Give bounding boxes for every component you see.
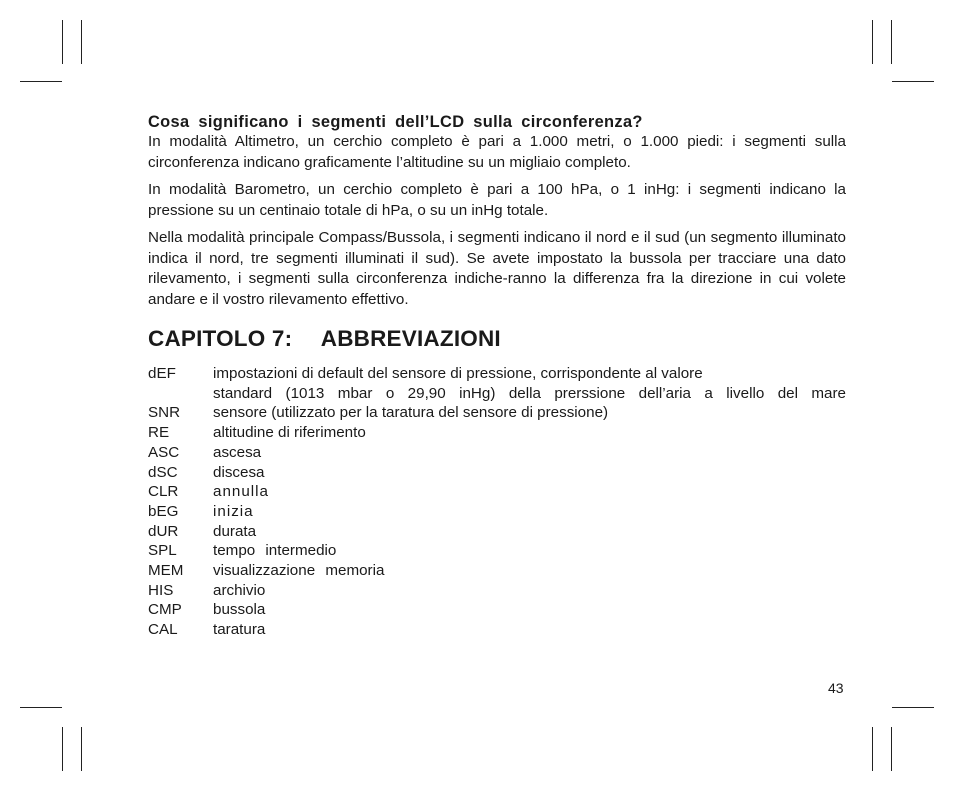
abbreviation-row xyxy=(148,364,846,403)
abbreviation-definition: sensore (utilizzato per la taratura del sensore di pressione) xyxy=(213,404,609,422)
paragraph-barometer: In modalità Barometro, un cerchio completo è pari a 100 hPa, o 1 inHg: i segmenti indicano la pressione su un centinaio totale di hPa, o su un inHg totale. xyxy=(148,181,846,219)
abbreviation-definition: inizia xyxy=(213,502,254,520)
abbreviation-row xyxy=(148,403,846,423)
abbreviation-definition: discesa xyxy=(213,463,265,481)
abbreviation-code: dSC xyxy=(148,463,178,481)
abbreviation-row xyxy=(148,482,846,502)
crop-mark xyxy=(891,727,892,771)
abbreviation-row xyxy=(148,561,846,581)
abbreviation-code: bEG xyxy=(148,502,179,520)
abbreviation-code: CAL xyxy=(148,621,178,639)
abbreviation-code: RE xyxy=(148,424,170,442)
paragraph-compass: Nella modalità principale Compass/Bussola, i segmenti indicano il nord e il sud (un segmento illuminato indica il nord, tre segmenti illuminati il sud). Se avete impostato la bussola per tracciare una dato rilevamento, i segmenti sulla circonferenza indiche-ranno la differenza fra la direzione in cui volete andare e il vostro rilevamento effettivo. xyxy=(148,229,846,308)
abbreviation-row xyxy=(148,443,846,463)
abbreviation-definition xyxy=(213,364,846,403)
section-question: Cosa significano i segmenti dell’LCD sulla circonferenza? xyxy=(148,113,643,131)
abbreviation-code: SNR xyxy=(148,404,181,422)
abbreviation-code: dUR xyxy=(148,522,179,540)
crop-mark xyxy=(872,727,873,771)
abbreviation-row xyxy=(148,423,846,443)
page-number: 43 xyxy=(828,680,844,696)
abbreviation-code: CMP xyxy=(148,601,182,619)
abbreviation-row xyxy=(148,600,846,620)
crop-mark xyxy=(81,20,82,64)
abbreviation-definition: altitudine di riferimento xyxy=(213,424,366,442)
chapter-number: CAPITOLO 7: xyxy=(148,326,293,351)
abbreviation-code: dEF xyxy=(148,365,176,382)
crop-mark xyxy=(20,81,62,82)
abbreviations-list xyxy=(148,364,846,640)
abbreviation-code: ASC xyxy=(148,443,180,461)
abbreviation-definition: taratura xyxy=(213,621,266,639)
abbreviation-row xyxy=(148,620,846,640)
abbreviation-code: SPL xyxy=(148,542,177,560)
abbreviation-row xyxy=(148,502,846,522)
crop-mark xyxy=(62,727,63,771)
abbreviation-code: CLR xyxy=(148,483,179,501)
abbreviation-row xyxy=(148,463,846,483)
lcd-segments-section xyxy=(148,112,846,317)
definition-line: standard (1013 mbar o 29,90 inHg) della prerssione dell’aria a livello del mare xyxy=(213,384,846,402)
chapter-heading xyxy=(148,326,501,352)
crop-mark xyxy=(891,20,892,64)
crop-mark xyxy=(81,727,82,771)
abbreviation-definition: archivio xyxy=(213,581,266,599)
crop-mark xyxy=(892,81,934,82)
abbreviation-definition: bussola xyxy=(213,601,266,619)
chapter-title: ABBREVIAZIONI xyxy=(320,326,501,351)
abbreviation-row xyxy=(148,541,846,561)
abbreviation-code: HIS xyxy=(148,581,174,599)
definition-line: impostazioni di default del sensore di pressione, corrispondente al valore xyxy=(213,365,703,382)
paragraph-altimeter: In modalità Altimetro, un cerchio completo è pari a 1.000 metri, o 1.000 piedi: i segmenti sulla circonferenza indicano graficamente l’altitudine su un migliaio completo. xyxy=(148,133,846,171)
abbreviation-code: MEM xyxy=(148,562,184,580)
crop-mark xyxy=(20,707,62,708)
abbreviation-definition: annulla xyxy=(213,483,269,501)
abbreviation-definition: tempo intermedio xyxy=(213,542,337,560)
abbreviation-row xyxy=(148,522,846,542)
crop-mark xyxy=(62,20,63,64)
crop-mark xyxy=(872,20,873,64)
abbreviation-definition: visualizzazione memoria xyxy=(213,562,385,580)
abbreviation-definition: ascesa xyxy=(213,443,262,461)
abbreviation-definition: durata xyxy=(213,522,257,540)
crop-mark xyxy=(892,707,934,708)
abbreviation-row xyxy=(148,581,846,601)
